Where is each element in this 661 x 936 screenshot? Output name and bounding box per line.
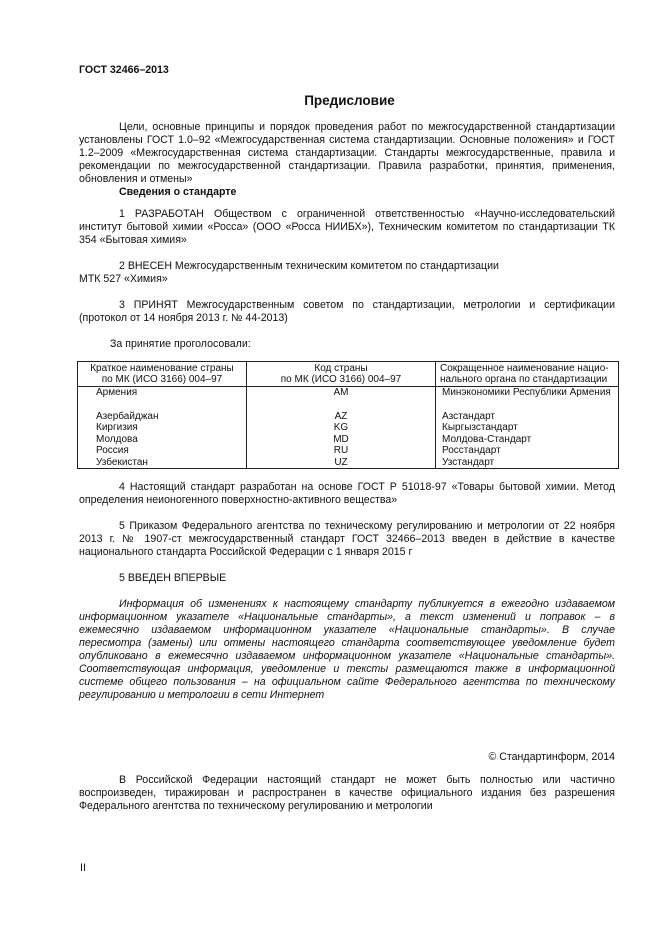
item-developed xyxy=(79,208,615,247)
reproduction-notice-text: В Российской Федерации настоящий стандарт не может быть полностью или частично воспроизведен, тиражирован и распространен в качестве официального издания без разрешения Федерального агентства по техническому регулированию и метрологии xyxy=(79,774,615,812)
cell-country: Киргизия xyxy=(78,422,247,434)
intro-paragraph xyxy=(79,121,615,186)
document-code: ГОСТ 32466–2013 xyxy=(79,64,169,76)
table-row xyxy=(78,411,619,423)
cell-country: Узбекистан xyxy=(78,457,247,469)
cell-code: MD xyxy=(247,434,436,446)
reproduction-notice xyxy=(79,774,615,813)
item-introduced-line1: 2 ВНЕСЕН Межгосударственным техническим комитетом по стандартизации xyxy=(119,260,499,272)
cell-body: Азстандарт xyxy=(436,411,619,423)
item-developed-text: 1 РАЗРАБОТАН Обществом с ограниченной ответственностью «Научно-исследовательский институт бытовой химии «Росса» (ООО «Росса НИИБХ»), Техническим комитетом по стандартизации ТК 354 «Бытовая химия» xyxy=(79,208,615,246)
voted-label: За принятие проголосовали: xyxy=(110,338,251,350)
cell-country: Молдова xyxy=(78,434,247,446)
copyright: © Стандартинформ, 2014 xyxy=(488,751,615,763)
item-adopted xyxy=(79,299,615,325)
table-row xyxy=(78,434,619,446)
cell-body: Росстандарт xyxy=(436,445,619,457)
info-notice-text: Информация об изменениях к настоящему стандарту публикуется в ежегодно издаваемом информационном указателе «Национальные стандарты», а текст изменений и поправок – в ежемесячно издаваемом информационном указателе «Национальные стандарты». В случае пересмотра (замены) или отмены настоящего стандарта соответствующее уведомление будет опубликовано в ежемесячно издаваемом информационном указателе «Национальные стандарты». Соответствующая информация, уведомление и тексты размещаются также в информационной системе общего пользования – на официальном сайте Федерального агентства по техническому регулированию и метрологии в сети Интернет xyxy=(79,598,615,701)
page-number: II xyxy=(80,862,86,874)
cell-country: Россия xyxy=(78,445,247,457)
header-country: Краткое наименование страны по МК (ИСО 3166) 004–97 xyxy=(78,362,247,387)
cell-code: AZ xyxy=(247,411,436,423)
page-title: Предисловие xyxy=(304,93,395,108)
header-standards-body: Сокращенное наименование нацио- нального органа по стандартизации xyxy=(436,362,619,387)
cell-country: Азербайджан xyxy=(78,411,247,423)
section-heading: Сведения о стандарте xyxy=(119,186,237,198)
cell-code: RU xyxy=(247,445,436,457)
cell-code: AM xyxy=(247,387,436,411)
item-first-time: 5 ВВЕДЕН ВПЕРВЫЕ xyxy=(119,572,227,584)
table-header-row xyxy=(78,362,619,387)
item-introduced xyxy=(79,260,615,286)
cell-body: Молдова-Стандарт xyxy=(436,434,619,446)
cell-code: KG xyxy=(247,422,436,434)
header-code: Код страны по МК (ИСО 3166) 004–97 xyxy=(247,362,436,387)
cell-country: Армения xyxy=(78,387,247,411)
item-basis xyxy=(79,481,615,507)
item-order xyxy=(79,520,615,559)
table-row xyxy=(78,445,619,457)
cell-body: Узстандарт xyxy=(436,457,619,469)
cell-code: UZ xyxy=(247,457,436,469)
item-introduced-line2: МТК 527 «Химия» xyxy=(79,273,168,285)
info-notice xyxy=(79,598,615,702)
cell-body: Минэкономики Республики Армения xyxy=(436,387,619,411)
intro-text: Цели, основные принципы и порядок проведения работ по межгосударственной стандартизации установлены ГОСТ 1.0–92 «Межгосударственная система стандартизации. Основные положения» и ГОСТ 1.2–2009 «Межгосударственная система стандартизации. Стандарты межгосударственные, правила и рекомендации по межгосударственной стандартизации. Правила разработки, принятия, применения, обновления и отмены» xyxy=(79,121,615,185)
table-row xyxy=(78,387,619,411)
cell-body: Кыргызстандарт xyxy=(436,422,619,434)
item-order-text: 5 Приказом Федерального агентства по техническому регулированию и метрологии от 22 ноября 2013 г. № 1907-ст межгосударственный стандарт ГОСТ 32466–2013 введен в действие в качестве национального стандарта Российской Федерации с 1 января 2015 г xyxy=(79,520,615,558)
item-adopted-text: 3 ПРИНЯТ Межгосударственным советом по стандартизации, метрологии и сертификации (протокол от 14 ноября 2013 г. № 44-2013) xyxy=(79,299,615,324)
table-row xyxy=(78,422,619,434)
table-row xyxy=(78,457,619,469)
item-basis-text: 4 Настоящий стандарт разработан на основе ГОСТ Р 51018-97 «Товары бытовой химии. Метод определения неионогенного поверхностно-активного вещества» xyxy=(79,481,615,506)
voting-countries-table xyxy=(77,361,619,469)
